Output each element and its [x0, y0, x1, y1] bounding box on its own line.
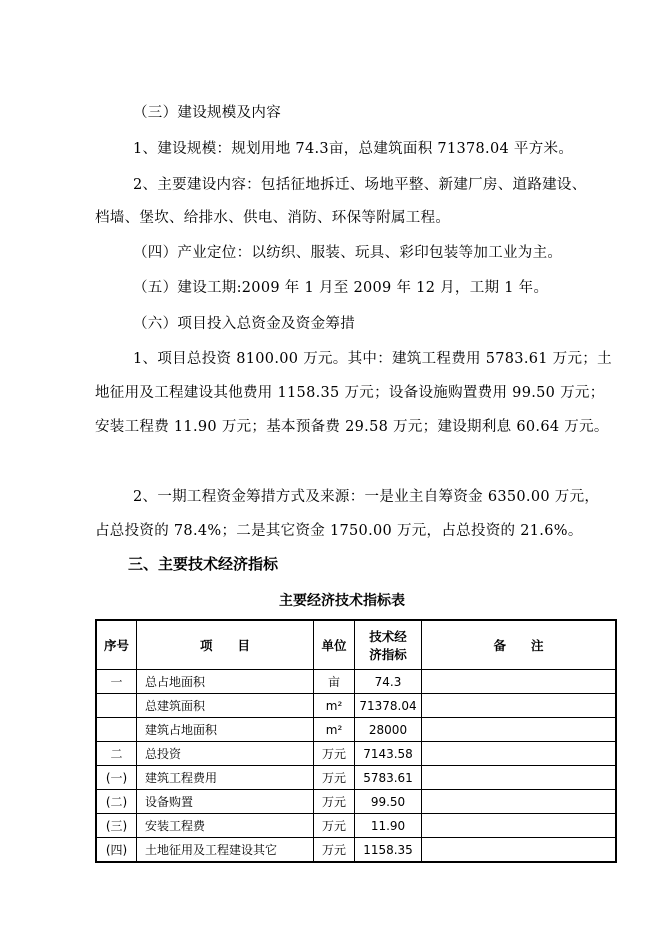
table-header-row	[96, 620, 616, 670]
cell-value: 7143.58	[355, 742, 422, 766]
paragraph-investment-line1: 1、项目总投资 8100.00 万元。其中：建筑工程费用 5783.61 万元；土	[133, 351, 612, 367]
paragraph-financing-line1: 2、一期工程资金筹措方式及来源：一是业主自筹资金 6350.00 万元，	[133, 489, 600, 505]
indicator-table	[95, 619, 617, 863]
cell-no: 二	[96, 742, 137, 766]
paragraph-financing-line2: 占总投资的 78.4%；二是其它资金 1750.00 万元，占总投资的 21.6%。	[95, 523, 583, 539]
cell-item: 土地征用及工程建设其它	[137, 838, 314, 863]
table-row	[96, 814, 616, 838]
table-row	[96, 718, 616, 742]
paragraph-schedule: （五）建设工期:2009 年 1 月至 2009 年 12 月，工期 1 年。	[133, 280, 549, 296]
cell-unit: 万元	[314, 814, 355, 838]
cell-value: 1158.35	[355, 838, 422, 863]
cell-unit: 万元	[314, 838, 355, 863]
paragraph-investment-line3: 安装工程费 11.90 万元；基本预备费 29.58 万元；建设期利息 60.64 万元。	[95, 419, 609, 435]
cell-remark	[422, 742, 617, 766]
cell-item: 总投资	[137, 742, 314, 766]
cell-unit: 万元	[314, 742, 355, 766]
table-row	[96, 766, 616, 790]
cell-remark	[422, 790, 617, 814]
header-unit: 单位	[314, 620, 355, 670]
cell-no: (一)	[96, 766, 137, 790]
cell-item: 总建筑面积	[137, 694, 314, 718]
paragraph-content-line1: 2、主要建设内容：包括征地拆迁、场地平整、新建厂房、道路建设、	[133, 177, 587, 193]
table-row	[96, 670, 616, 694]
paragraph-funding-heading: （六）项目投入总资金及资金筹措	[133, 316, 355, 332]
table-row	[96, 742, 616, 766]
cell-remark	[422, 838, 617, 863]
cell-remark	[422, 694, 617, 718]
cell-item: 设备购置	[137, 790, 314, 814]
cell-item: 总占地面积	[137, 670, 314, 694]
cell-unit: 万元	[314, 790, 355, 814]
cell-item: 安装工程费	[137, 814, 314, 838]
cell-item: 建筑工程费用	[137, 766, 314, 790]
cell-unit: m²	[314, 694, 355, 718]
cell-no: (三)	[96, 814, 137, 838]
cell-remark	[422, 766, 617, 790]
paragraph-positioning: （四）产业定位：以纺织、服装、玩具、彩印包装等加工业为主。	[133, 245, 563, 261]
cell-no	[96, 718, 137, 742]
cell-no: (四)	[96, 838, 137, 863]
cell-unit: 亩	[314, 670, 355, 694]
header-value	[355, 620, 422, 670]
paragraph-scale: 1、建设规模：规划用地 74.3亩，总建筑面积 71378.04 平方米。	[133, 141, 574, 157]
table-row	[96, 838, 616, 863]
paragraph-content-line2: 档墙、堡坎、给排水、供电、消防、环保等附属工程。	[95, 210, 451, 226]
cell-remark	[422, 670, 617, 694]
cell-value: 71378.04	[355, 694, 422, 718]
header-item: 项 目	[137, 620, 314, 670]
cell-no	[96, 694, 137, 718]
table-row	[96, 790, 616, 814]
cell-no: 一	[96, 670, 137, 694]
cell-value: 5783.61	[355, 766, 422, 790]
header-value-line2: 济指标	[369, 647, 407, 662]
cell-value: 99.50	[355, 790, 422, 814]
table-row	[96, 694, 616, 718]
header-remark: 备 注	[422, 620, 617, 670]
cell-value: 74.3	[355, 670, 422, 694]
cell-no: (二)	[96, 790, 137, 814]
cell-remark	[422, 814, 617, 838]
cell-value: 28000	[355, 718, 422, 742]
cell-item: 建筑占地面积	[137, 718, 314, 742]
paragraph-scale-heading: （三）建设规模及内容	[133, 105, 281, 121]
cell-unit: 万元	[314, 766, 355, 790]
cell-unit: m²	[314, 718, 355, 742]
cell-value: 11.90	[355, 814, 422, 838]
table-title: 主要经济技术指标表	[279, 593, 405, 609]
cell-remark	[422, 718, 617, 742]
section-heading: 三、主要技术经济指标	[128, 555, 279, 573]
header-no: 序号	[96, 620, 137, 670]
header-value-line1: 技术经	[369, 629, 407, 644]
paragraph-investment-line2: 地征用及工程建设其他费用 1158.35 万元；设备设施购置费用 99.50 万元；	[95, 385, 605, 401]
